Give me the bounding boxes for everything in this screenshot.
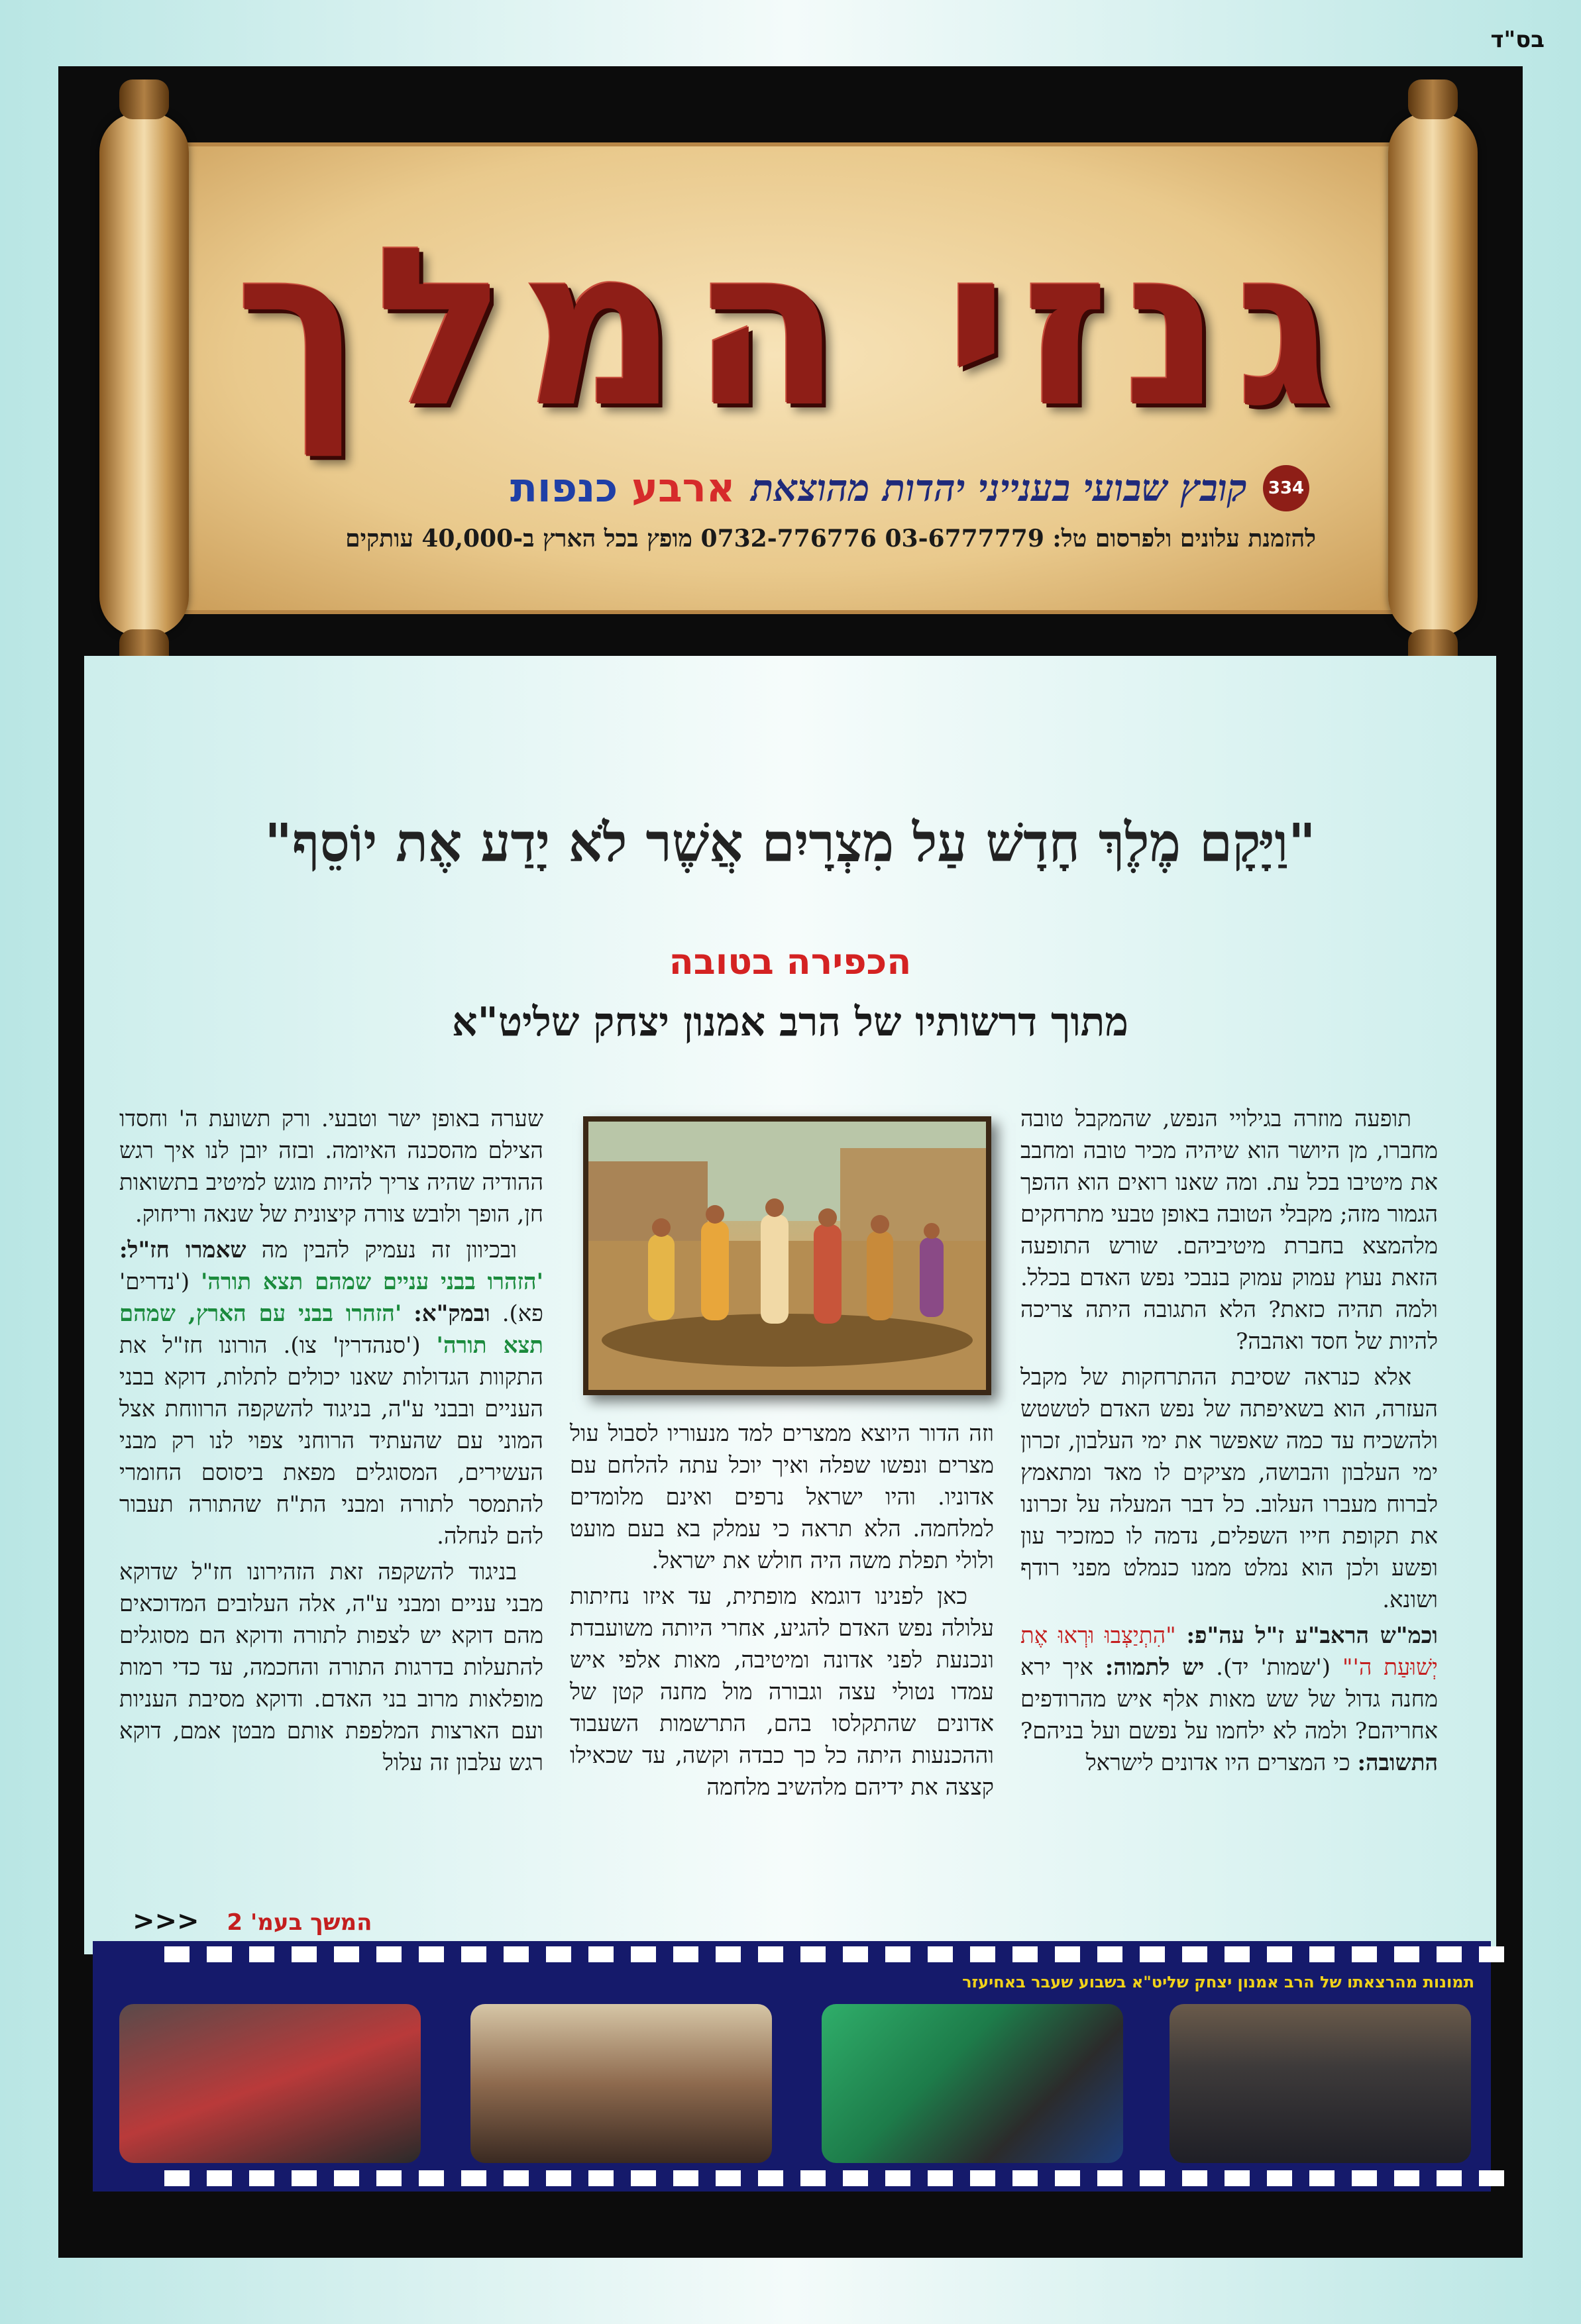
article-byline: מתוך דרשותיו של הרב אמנון יצחק שליט"א <box>452 999 1128 1045</box>
column-right <box>1020 1103 1438 1783</box>
verse-ref: ('שמות' יד). <box>1216 1654 1331 1681</box>
answer-label: התשובה: <box>1357 1750 1438 1776</box>
contact-line: להזמנת עלונים ולפרסום טל: 03-6777779 0732-776776 מופץ בכל הארץ ב-40,000 עותקים <box>345 525 1316 553</box>
paragraph: וזה הדור היוצא ממצרים למד מנעוריו לסבול עול מצרים ונפשו שפלה ואיך יוכל עתה להלחם עם אדוניו. והיו ישראל נרפים ואינם מלומדים למלחמה. הלא תראה כי עמלק בא בעם מועט ולולי תפלת משה היה חולש את ישראל. <box>570 1420 994 1574</box>
sages-lead: שאמרו חז"ל: <box>119 1237 246 1263</box>
brand-logo-part2: כנפות <box>510 465 618 511</box>
source-ref: ('נדרים' פא). <box>119 1269 543 1327</box>
continued-link[interactable] <box>133 1906 372 1936</box>
verse-quote: "הִתְיַצְּבוּ וּרְאוּ אֶת יְשׁוּעַת ה'" <box>1020 1622 1438 1681</box>
brand-logo-part1: ארבע <box>631 465 736 511</box>
film-photo-4 <box>119 2004 421 2163</box>
film-photo-1 <box>1170 2004 1471 2163</box>
continued-text: המשך בעמ' 2 <box>227 1909 372 1936</box>
paragraph: בניגוד להשקפה זאת הזהירונו חז"ל שדוקא מבני עניים ומבני ע"ה, אלה העלובים המדוכאים מהם דוקא יש לצפות לתורה ודוקא הם מסוגלים להתעלות בדרגות התורה והחכמה, עד כדי רמות מופלאות מרוב בני האדם. ודוקא מסיבת העניות ועם הארצות המלפפת אותם מבטן אמם, דוקא רגש עלבון זה עלול <box>119 1559 543 1776</box>
paragraph: תופעה מוזרה בגילויי הנפש, שהמקבל טובה מחברו, מן היושר הוא שיהיה מכיר טובה ומחבב את מיטיבו בכל עת. ומה שאנו רואים הוא ההפך הגמור מזה; מקבלי הטובה באופן טבעי מתרחקים מלהמצא בחברת מיטיביהם. שורש התופעה הזאת נעוץ עמוק עמוק בנבכי נפש האדם בכלל. ולמה תהיה כזאת? הלא התגובה היתה צריכה להיות של חסד ואהבה? <box>1020 1106 1438 1355</box>
brand-logo <box>510 465 735 511</box>
question-label: יש לתמוה: <box>1105 1654 1205 1681</box>
column-left <box>119 1103 543 1783</box>
continued-arrows-icon: <<< <box>133 1906 199 1936</box>
film-photo-3 <box>470 2004 772 2163</box>
paragraph <box>1020 1620 1438 1779</box>
article-illustration <box>583 1116 991 1395</box>
film-strip <box>93 1941 1491 2192</box>
film-photo-2 <box>822 2004 1123 2163</box>
masthead-title: גנזי המלך <box>235 201 1346 455</box>
sages-lead: ובמק"א: <box>413 1300 490 1327</box>
masthead-subtitle-row <box>510 465 1309 511</box>
question-text: איך ירא מחנה גדול של שש מאות אלף איש מהרודפים אחריהם? ולמה לא ילחמו על נפשם ועל בניהם? <box>1020 1654 1438 1744</box>
painting-illustration <box>588 1122 986 1390</box>
paragraph-text: ובכיוון זה נעמיק להבין מה <box>261 1237 517 1263</box>
paragraph: שערה באופן ישר וטבעי. ורק תשועת ה' וחסדו הצילם מהסכנה האיומה. ובזה יובן לנו איך רגש ההודיה שהיה צריך להיות מוגש למיטיב בתשואות חן, הופך ולובש צורה קיצונית של שנאה וריחוק. <box>119 1106 543 1228</box>
answer-text: כי המצרים היו אדונים לישראל <box>1085 1750 1350 1776</box>
sages-quote: 'הזהרו בבני עם הארץ, שמהם תצא תורה' <box>119 1300 543 1359</box>
source-lead: וכמ"ש הראב"ע ז"ל עה"פ: <box>1186 1622 1438 1649</box>
film-holes-bottom <box>93 2165 1504 2192</box>
issue-badge: 334 <box>1263 465 1309 511</box>
column-middle <box>570 1418 994 1807</box>
film-holes-top <box>93 1941 1504 1968</box>
paragraph-text: ('סנהדרין' צו). הורונו חז"ל את התקוות הגדולות שאנו יכולים לתלות, דוקא בבני העניים ובבני ע"ה, בניגוד להשקפה הרווחת אצל המוני עם שהעתיד הרוחני צפוי לנו רק מבני העשירים, המסוגלים מפאת ביסוסם החומרי להתמסר לתורה ומבני הת"ח שהתורה תעבור להם לנחלה. <box>119 1332 543 1550</box>
article-headline: "וַיָּקָם מֶלֶךְ חָדָשׁ עַל מִצְרָיִם אֲשֶׁר לֹא יָדַע אֶת יוֹסֵף" <box>264 812 1316 874</box>
bsd-mark: בס"ד <box>1490 26 1545 53</box>
masthead-subtitle: קובץ שבועי בענייני יהדות מהוצאת <box>751 466 1247 510</box>
article-kicker: הכפירה בטובה <box>669 941 912 982</box>
paragraph <box>119 1234 543 1552</box>
paragraph: כאן לפנינו דוגמא מופתית, עד איזו נחיתות עלולה נפש האדם להגיע, אחרי היותה משועבדת ונכנעת לפני אדונה ומיטיבה, מאות אלפי איש עמדו נטולי עצה וגבורה מול מחנה קטן של אדונים שהתקלסו בהם, התרשמות השעבוד וההכנעות היתה כל כך כבדה וקשה, עד שכאילו קצצה את ידיהם מלהשיב מלחמה <box>570 1583 994 1801</box>
paragraph: אלא כנראה שסיבת ההתרחקות של מקבל העזרה, הוא בשאיפתה של נפש האדם לטשטש ולהשכיח עד כמה שאפשר את ימי העלבון, זכרון ימי העלבון והבושה, מציקים לו מאד ומתאמץ לברוח מעברו העלוב. כל דבר המעלה על זכרונו את תקופת חייו השפלים, נדמה לו כמזכיר עון ופשע ולכן הוא נמלט ממנו כנמלט מפני רודף ושונא. <box>1020 1364 1438 1613</box>
sages-quote: 'הזהרו בבני עניים שמהם תצא תורה' <box>200 1269 543 1295</box>
film-caption: תמונות מהרצאתו של הרב אמנון יצחק שליט"א בשבוע שעבר באחיעזר <box>962 1973 1474 1991</box>
